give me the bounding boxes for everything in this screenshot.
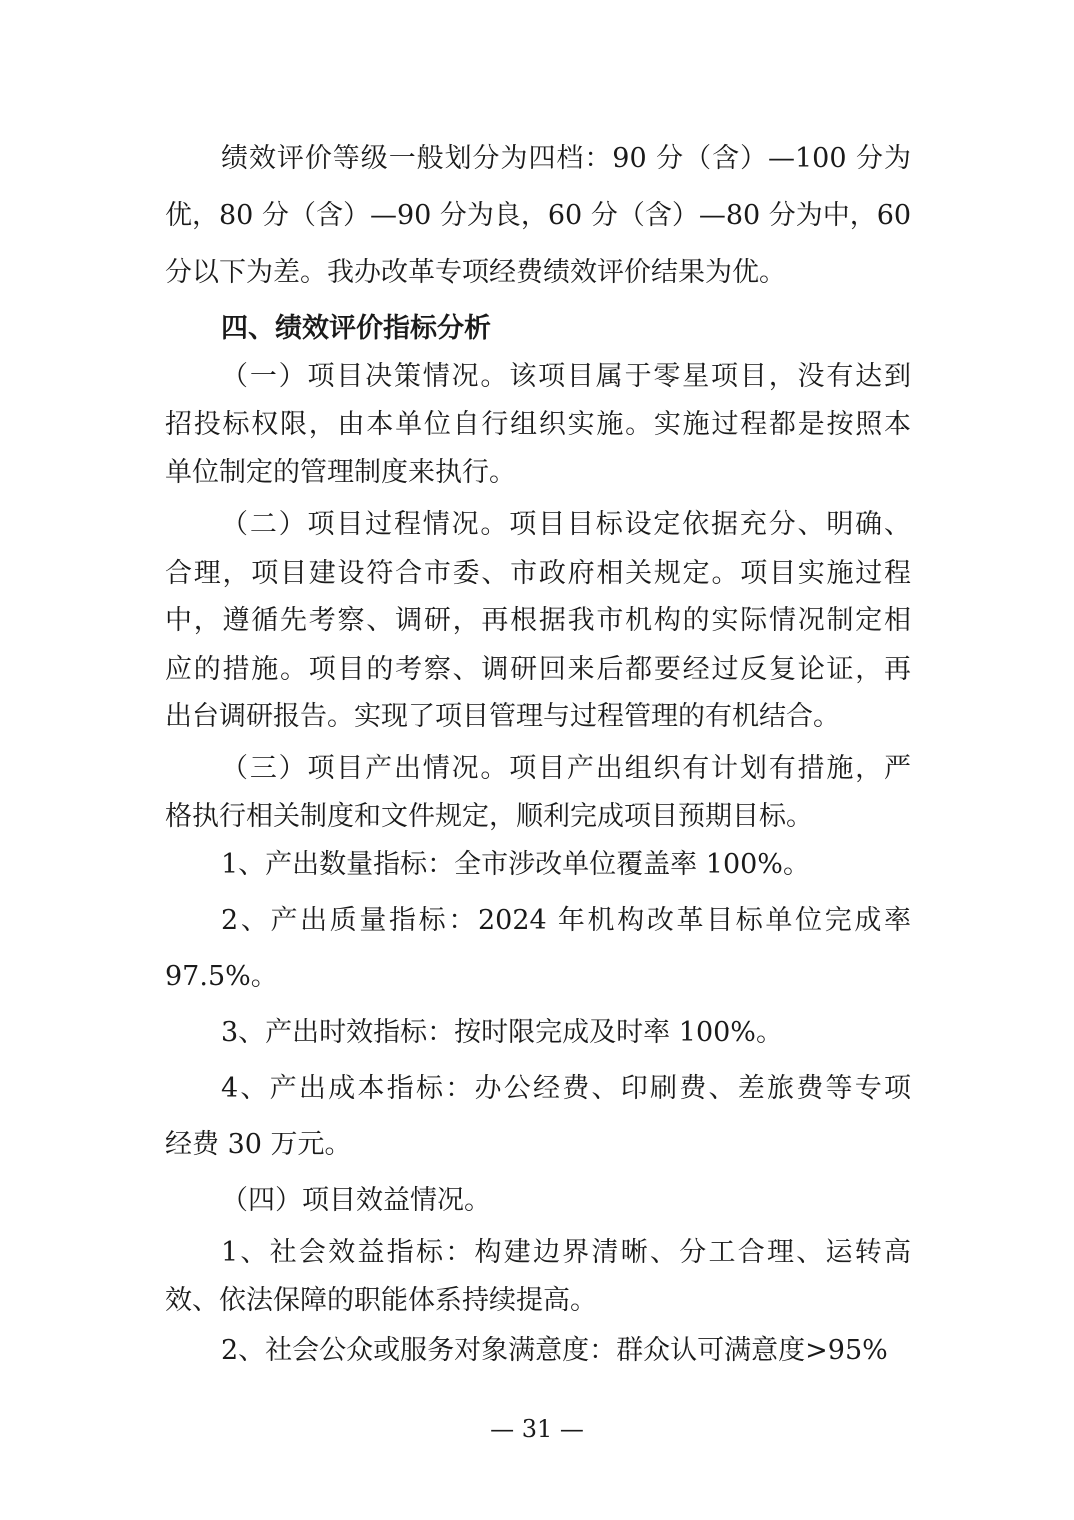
body-text-line: 格执行相关制度和文件规定，顺利完成项目预期目标。 — [165, 801, 813, 832]
indicator-item: 2、社会公众或服务对象满意度：群众认可满意度>95% — [221, 1335, 888, 1366]
body-text-line: （一）项目决策情况。该项目属于零星项目，没有达到 — [221, 361, 911, 392]
indicator-item-continued: 效、依法保障的职能体系持续提高。 — [165, 1285, 597, 1316]
body-text-line: 应的措施。项目的考察、调研回来后都要经过反复论证，再 — [165, 654, 911, 685]
body-text-line: 优，80 分（含）—90 分为良，60 分（含）—80 分为中，60 — [165, 200, 912, 231]
body-text-line: 出台调研报告。实现了项目管理与过程管理的有机结合。 — [165, 701, 840, 732]
section-heading: 四、绩效评价指标分析 — [221, 313, 491, 344]
body-text-line: （三）项目产出情况。项目产出组织有计划有措施，严 — [221, 753, 911, 784]
page-number: — 31 — — [490, 1415, 584, 1443]
indicator-item: 3、产出时效指标：按时限完成及时率 100%。 — [221, 1017, 783, 1048]
indicator-item: 1、社会效益指标：构建边界清晰、分工合理、运转高 — [221, 1237, 911, 1268]
indicator-item-continued: 97.5%。 — [165, 961, 278, 992]
body-text-line: 单位制定的管理制度来执行。 — [165, 457, 516, 488]
subsection-title: （四）项目效益情况。 — [221, 1185, 491, 1216]
body-text-line: 绩效评价等级一般划分为四档：90 分（含）—100 分为 — [221, 143, 911, 174]
body-text-line: 合理，项目建设符合市委、市政府相关规定。项目实施过程 — [165, 558, 911, 589]
body-text-line: （二）项目过程情况。项目目标设定依据充分、明确、 — [221, 509, 911, 540]
indicator-item: 2、产出质量指标：2024 年机构改革目标单位完成率 — [221, 905, 911, 936]
indicator-item: 4、产出成本指标：办公经费、印刷费、差旅费等专项 — [221, 1073, 911, 1104]
body-text-line: 中，遵循先考察、调研，再根据我市机构的实际情况制定相 — [165, 605, 911, 636]
indicator-item: 1、产出数量指标：全市涉改单位覆盖率 100%。 — [221, 849, 810, 880]
indicator-item-continued: 经费 30 万元。 — [165, 1129, 352, 1160]
body-text-line: 分以下为差。我办改革专项经费绩效评价结果为优。 — [165, 257, 786, 288]
body-text-line: 招投标权限，由本单位自行组织实施。实施过程都是按照本 — [165, 409, 911, 440]
